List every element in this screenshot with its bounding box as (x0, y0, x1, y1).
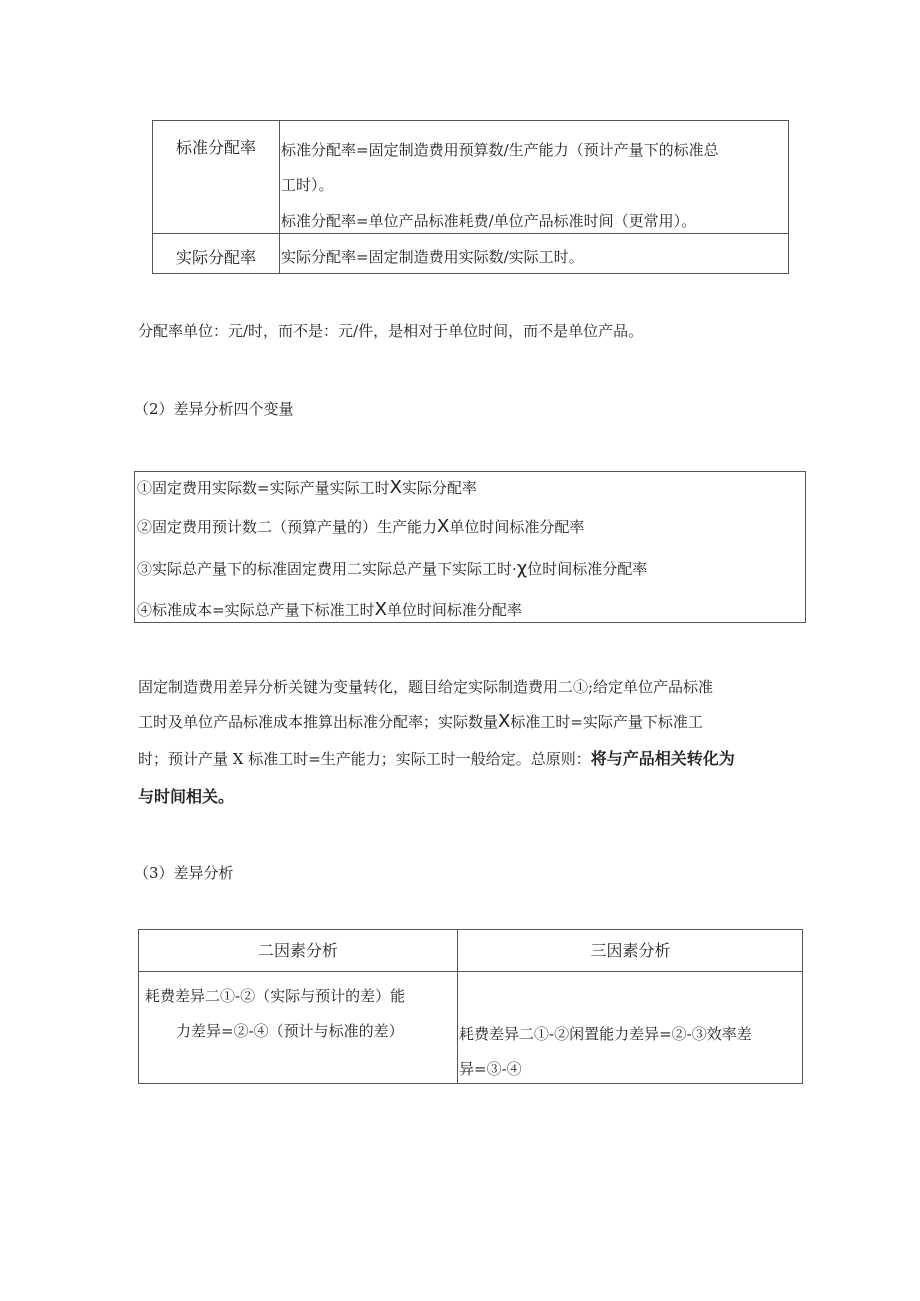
three-factor-header: 三因素分析 (590, 941, 671, 960)
variance-table (138, 929, 803, 1084)
variable-3-rate: 位时间标准分配率 (527, 560, 648, 578)
unit-note: 分配率单位：元/时，而不是：元/件，是相对于单位时间，而不是单位产品。 (138, 322, 644, 340)
explanation-line-3a: 时；预计产量 X 标准工时=生产能力；实际工时一般给定。总原则： (138, 750, 591, 768)
actual-rate-label: 实际分配率 (175, 248, 256, 267)
rate-table-row-divider (153, 233, 788, 234)
variable-2-rate: 单位时间标准分配率 (449, 518, 585, 536)
three-factor-line-2: 异=③-④ (459, 1060, 522, 1078)
variable-4-text: ④标准成本=实际总产量下标准工时 (137, 601, 375, 619)
section-3-title: （3）差异分析 (134, 864, 234, 882)
standard-rate-line-3: 标准分配率=单位产品标准耗费/单位产品标准时间（更常用）。 (281, 212, 697, 230)
standard-rate-line-2: 工时）。 (281, 176, 334, 194)
actual-rate-line-1: 实际分配率=固定制造费用实际数/实际工时。 (281, 248, 584, 266)
variable-1 (137, 477, 477, 498)
variable-4-rate: 单位时间标准分配率 (386, 601, 522, 619)
explanation-line-4: 与时间相关。 (138, 787, 235, 806)
standard-rate-line-1: 标准分配率=固定制造费用预算数/生产能力（预计产量下的标准总 (281, 141, 719, 159)
variable-3 (137, 558, 647, 579)
principle-emphasis: 将与产品相关转化为 (590, 749, 735, 768)
explanation-line-3 (138, 746, 735, 769)
two-factor-line-2: 力差异=②-④（预计与标准的差） (176, 1022, 404, 1040)
explanation-line-1: 固定制造费用差异分析关键为变量转化，题目给定实际制造费用二①;给定单位产品标准 (138, 678, 714, 696)
explanation-line-2a: 工时及单位产品标准成本推算出标准分配率；实际数量 (138, 713, 499, 731)
two-factor-line-1: 耗费差异二①-②（实际与预计的差）能 (145, 987, 406, 1005)
multiply-sign: X (389, 477, 402, 498)
variance-table-header-divider (139, 971, 802, 972)
explanation-line-2 (138, 711, 703, 732)
rate-table-divider (279, 121, 280, 273)
explanation-line-2b: 标准工时=实际产量下标准工 (510, 713, 703, 731)
variables-box (134, 471, 806, 623)
multiply-sign: X (437, 516, 450, 537)
section-2-title: （2）差异分析四个变量 (134, 400, 294, 418)
variable-2-text: ②固定费用预计数二（预算产量的）生产能力 (137, 518, 438, 536)
multiply-sign: X (374, 599, 387, 620)
variable-1-rate: 实际分配率 (401, 479, 477, 497)
variable-1-text: ①固定费用实际数=实际产量实际工时 (137, 479, 390, 497)
two-factor-header: 二因素分析 (257, 941, 338, 960)
variable-3-text: ③实际总产量下的标准固定费用二实际总产量下实际工时· (137, 560, 517, 578)
rate-table (152, 120, 789, 274)
standard-rate-label: 标准分配率 (175, 138, 256, 157)
multiply-sign: X (498, 711, 511, 732)
three-factor-line-1: 耗费差异二①-②闲置能力差异=②-③效率差 (459, 1025, 752, 1043)
variable-2 (137, 516, 584, 537)
chi-sign: χ (516, 558, 528, 579)
variable-4 (137, 599, 522, 620)
